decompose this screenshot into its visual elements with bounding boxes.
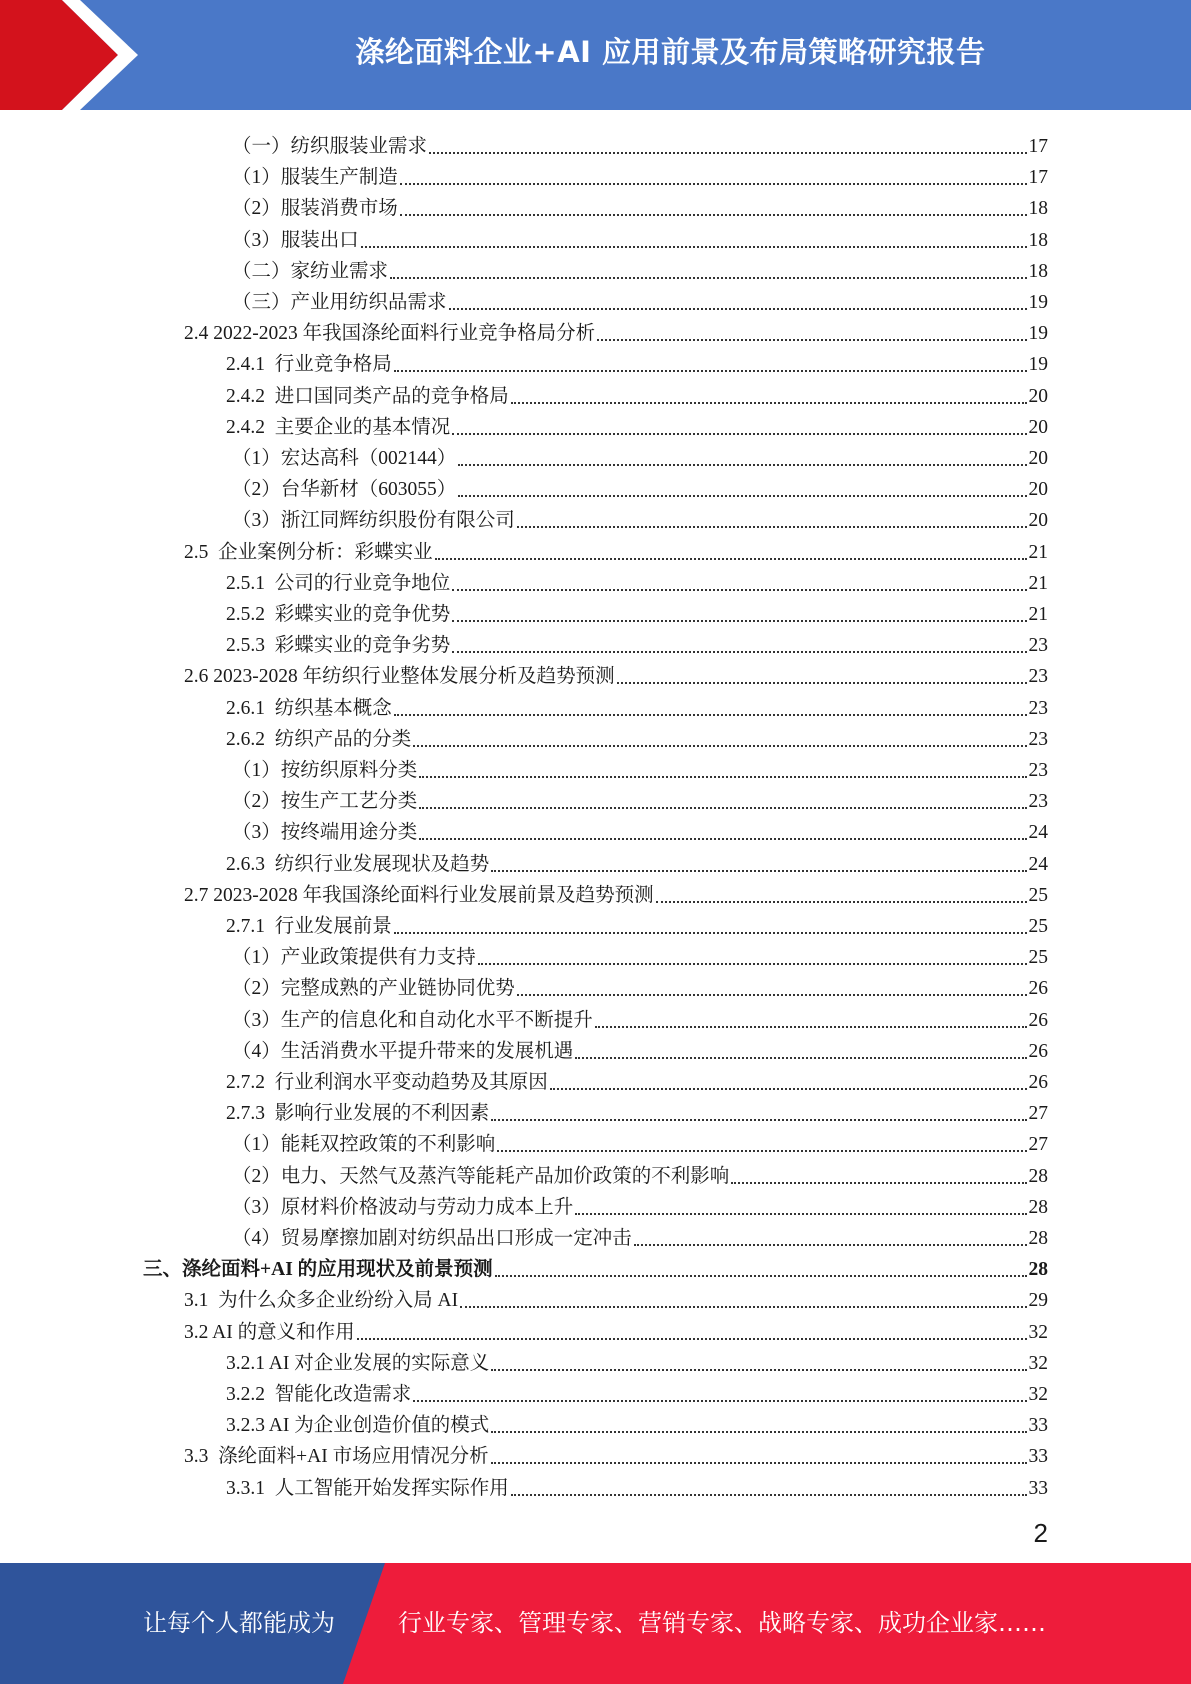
toc-entry-title: 2.6.3 纺织行业发展现状及趋势 [226,853,490,875]
toc-dot-leader [458,464,1026,466]
toc-entry-page: 23 [1028,760,1048,781]
toc-entry[interactable] [226,1407,1048,1438]
toc-entry-title: 3.3.1 人工智能开始发挥实际作用 [226,1477,509,1499]
toc-entry-page: 19 [1028,323,1048,345]
toc-entry-page: 23 [1028,697,1048,719]
toc-entry-page: 17 [1028,136,1048,157]
toc-entry-page: 21 [1028,572,1048,594]
toc-entry-title: 2.7.1 行业发展前景 [226,916,392,937]
toc-dot-leader [361,246,1027,248]
toc-entry-page: 28 [1028,1196,1048,1218]
toc-entry-page: 23 [1028,635,1048,657]
toc-entry[interactable] [226,1470,1048,1501]
toc-entry-title: （4）生活消费水平提升带来的发展机遇 [232,1040,574,1062]
toc-dot-leader [452,651,1026,653]
toc-entry-title: 2.5.1 公司的行业竞争地位 [226,572,451,594]
toc-entry-page: 18 [1028,229,1048,251]
toc-entry[interactable] [184,877,1048,908]
toc-dot-leader [460,1306,1026,1308]
toc-entry-title: （1）产业政策提供有力支持 [232,947,476,969]
toc-entry[interactable] [232,970,1048,1001]
toc-dot-leader [656,901,1027,903]
toc-entry-page: 20 [1028,385,1048,407]
toc-entry[interactable] [226,627,1048,658]
toc-entry-title: 2.5.2 彩蝶实业的竞争优势 [226,604,451,625]
toc-dot-leader [634,1244,1027,1246]
toc-entry[interactable] [232,939,1048,970]
toc-entry[interactable] [232,159,1048,190]
toc-entry[interactable] [184,315,1048,346]
toc-dot-leader [491,1431,1026,1433]
toc-entry-title: （3）原材料价格波动与劳动力成本上升 [232,1196,574,1218]
toc-entry-page: 19 [1028,292,1048,313]
toc-dot-leader [400,214,1027,216]
toc-entry-title: 3.3 涤纶面料+AI 市场应用情况分析 [184,1446,489,1468]
toc-dot-leader [429,152,1026,154]
toc-entry-title: 3.2.2 智能化改造需求 [226,1384,412,1405]
toc-entry[interactable] [232,471,1048,502]
toc-entry[interactable] [226,1376,1048,1407]
toc-dot-leader [517,994,1027,996]
toc-dot-leader [394,370,1027,372]
toc-entry[interactable] [232,190,1048,221]
toc-entry-page: 25 [1028,916,1048,937]
toc-dot-leader [452,620,1026,622]
toc-dot-leader [597,339,1026,341]
toc-dot-leader [511,402,1027,404]
toc-entry[interactable] [226,596,1048,627]
toc-dot-leader [617,682,1027,684]
toc-dot-leader [491,1119,1026,1121]
toc-dot-leader [478,963,1027,965]
toc-entry-title: （3）生产的信息化和自动化水平不断提升 [232,1009,593,1031]
toc-entry-title: （2）按生产工艺分类 [232,791,418,813]
toc-entry-title: 2.4.2 主要企业的基本情况 [226,416,451,438]
toc-dot-leader [458,495,1026,497]
toc-entry-page: 26 [1028,1040,1048,1062]
toc-entry-page: 18 [1028,198,1048,220]
toc-dot-leader [357,1338,1027,1340]
toc-dot-leader [419,776,1026,778]
toc-entry-page: 28 [1028,1228,1048,1249]
toc-dot-leader [491,1369,1026,1371]
toc-entry[interactable] [184,534,1048,565]
toc-entry-page: 28 [1028,1165,1048,1187]
toc-entry[interactable] [232,128,1048,159]
toc-entry-page: 25 [1028,884,1048,906]
footer-slogan-right: 行业专家、管理专家、营销专家、战略专家、成功企业家…… [398,1609,1046,1637]
toc-entry[interactable] [232,253,1048,284]
toc-entry-page: 32 [1028,1384,1048,1405]
toc-entry-title: 2.7 2023-2028 年我国涤纶面料行业发展前景及趋势预测 [184,884,654,906]
toc-entry-page: 23 [1028,728,1048,750]
footer-slogan-left: 让每个人都能成为 [143,1609,335,1637]
toc-entry[interactable] [226,846,1048,877]
toc-entry-title: 2.7.3 影响行业发展的不利因素 [226,1103,490,1125]
toc-entry-page: 27 [1028,1134,1048,1156]
toc-dot-leader [419,807,1026,809]
toc-dot-leader [419,838,1026,840]
toc-entry-title: 3.1 为什么众多企业纷纷入局 AI [184,1290,459,1312]
toc-entry-title: 2.7.2 行业利润水平变动趋势及其原因 [226,1072,548,1093]
toc-entry[interactable] [226,908,1048,939]
toc-entry-title: 2.4.1 行业竞争格局 [226,354,392,376]
toc-entry[interactable] [232,783,1048,814]
toc-dot-leader [449,308,1027,310]
toc-entry-page: 25 [1028,947,1048,969]
toc-entry[interactable] [143,1251,1048,1282]
toc-entry-page: 19 [1028,354,1048,376]
toc-entry-page: 17 [1028,167,1048,189]
toc-entry[interactable] [226,565,1048,596]
toc-entry-page: 20 [1028,479,1048,501]
toc-entry-title: （4）贸易摩擦加剧对纺织品出口形成一定冲击 [232,1228,632,1249]
toc-entry-title: 3.2.3 AI 为企业创造价值的模式 [226,1415,490,1437]
toc-entry-page: 33 [1028,1477,1048,1499]
toc-entry-title: （3）浙江同辉纺织股份有限公司 [232,510,515,532]
toc-entry-title: 3.2 AI 的意义和作用 [184,1321,355,1343]
toc-entry-title: （3）服装出口 [232,229,359,251]
toc-dot-leader [575,1057,1026,1059]
toc-entry[interactable] [232,752,1048,783]
toc-entry-title: 2.4.2 进口国同类产品的竞争格局 [226,385,509,407]
toc-entry[interactable] [232,440,1048,471]
toc-entry-title: 2.6 2023-2028 年纺织行业整体发展分析及趋势预测 [184,666,615,688]
toc-entry-page: 28 [1028,1259,1048,1281]
toc-entry[interactable] [184,1314,1048,1345]
toc-entry-title: （1）按纺织原料分类 [232,760,418,781]
header-arrow-icon [0,0,150,110]
toc-entry[interactable] [232,1002,1048,1033]
toc-entry[interactable] [184,1438,1048,1469]
toc-entry-page: 33 [1028,1415,1048,1437]
toc-entry-page: 20 [1028,448,1048,469]
toc-entry-page: 26 [1028,1072,1048,1093]
toc-entry-page: 26 [1028,978,1048,1000]
toc-entry[interactable] [232,1158,1048,1189]
toc-entry[interactable] [226,1095,1048,1126]
toc-entry[interactable] [232,284,1048,315]
toc-entry[interactable] [226,690,1048,721]
toc-entry-page: 24 [1028,822,1048,844]
toc-entry-page: 21 [1028,541,1048,563]
toc-entry-page: 23 [1028,666,1048,688]
toc-dot-leader [517,526,1027,528]
toc-entry-title: 2.4 2022-2023 年我国涤纶面料行业竞争格局分析 [184,323,596,345]
toc-dot-leader [491,870,1026,872]
toc-entry-title: 2.6.1 纺织基本概念 [226,697,392,719]
toc-entry-title: （2）完整成熟的产业链协同优势 [232,978,515,1000]
toc-dot-leader [413,1400,1026,1402]
toc-entry[interactable] [226,346,1048,377]
toc-entry-page: 18 [1028,260,1048,282]
toc-entry-title: 2.5.3 彩蝶实业的竞争劣势 [226,635,451,657]
toc-entry-title: 2.5 企业案例分析：彩蝶实业 [184,541,433,563]
toc-entry[interactable] [232,1033,1048,1064]
toc-dot-leader [413,745,1026,747]
toc-entry-title: （2）服装消费市场 [232,198,398,220]
toc-entry-page: 21 [1028,604,1048,625]
toc-dot-leader [452,589,1026,591]
toc-dot-leader [400,183,1027,185]
toc-entry[interactable] [232,1220,1048,1251]
toc-entry[interactable] [226,1345,1048,1376]
toc-dot-leader [390,277,1026,279]
report-title: 涤纶面料企业+AI 应用前景及布局策略研究报告 [355,34,986,69]
toc-entry-page: 20 [1028,510,1048,532]
toc-entry-title: （2）台华新材（603055） [232,479,457,501]
toc-dot-leader [435,558,1027,560]
toc-entry[interactable] [232,814,1048,845]
toc-entry-title: （2）电力、天然气及蒸汽等能耗产品加价政策的不利影响 [232,1165,730,1187]
page-number: 2 [1033,1518,1048,1548]
toc-entry[interactable] [226,721,1048,752]
toc-dot-leader [497,1150,1026,1152]
toc-entry[interactable] [232,502,1048,533]
toc-entry-page: 29 [1028,1290,1048,1312]
toc-entry[interactable] [184,1282,1048,1313]
toc-entry-title: （1）服装生产制造 [232,167,398,189]
toc-entry-page: 27 [1028,1103,1048,1125]
toc-entry[interactable] [226,409,1048,440]
toc-entry[interactable] [184,658,1048,689]
toc-dot-leader [491,1462,1027,1464]
toc-dot-leader [511,1494,1027,1496]
footer-banner [0,1563,1191,1684]
toc-entry-page: 32 [1028,1321,1048,1343]
toc-entry-title: （一）纺织服装业需求 [232,136,428,157]
toc-entry-title: （二）家纺业需求 [232,260,389,282]
toc-entry[interactable] [226,378,1048,409]
report-header [0,0,1191,110]
toc-dot-leader [575,1213,1026,1215]
toc-entry-title: 3.2.1 AI 对企业发展的实际意义 [226,1352,490,1374]
toc-dot-leader [731,1182,1026,1184]
toc-entry[interactable] [232,1189,1048,1220]
toc-entry[interactable] [232,1126,1048,1157]
toc-entry-page: 23 [1028,791,1048,813]
toc-dot-leader [452,433,1026,435]
toc-entry-title: （1）能耗双控政策的不利影响 [232,1134,496,1156]
toc-entry-title: （三）产业用纺织品需求 [232,292,447,313]
toc-entry-page: 33 [1028,1446,1048,1468]
toc-entry-title: 三、涤纶面料+AI 的应用现状及前景预测 [143,1259,493,1281]
toc-entry-title: （1）宏达高科（002144） [232,448,457,469]
toc-entry-title: （3）按终端用途分类 [232,822,418,844]
toc-dot-leader [495,1275,1027,1277]
toc-dot-leader [394,932,1027,934]
toc-dot-leader [394,714,1027,716]
toc-dot-leader [595,1026,1027,1028]
toc-entry-page: 32 [1028,1352,1048,1374]
toc-entry-page: 20 [1028,416,1048,438]
toc-entry-page: 26 [1028,1009,1048,1031]
toc-entry-title: 2.6.2 纺织产品的分类 [226,728,412,750]
toc-entry-page: 24 [1028,853,1048,875]
toc-dot-leader [550,1088,1027,1090]
toc-entry[interactable] [232,222,1048,253]
toc-entry[interactable] [226,1064,1048,1095]
